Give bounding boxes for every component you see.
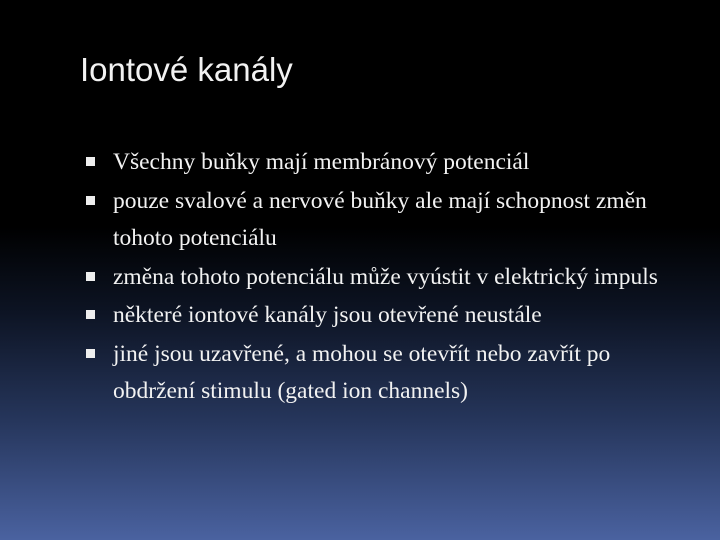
slide-title: Iontové kanály	[80, 51, 293, 88]
bullet-item	[86, 144, 696, 182]
bullet-text: pouze svalové a nervové buňky ale mají schopnost změn tohoto potenciálu	[113, 187, 647, 251]
bullet-item	[86, 183, 696, 258]
bullet-list	[86, 144, 696, 412]
bullet-item	[86, 336, 696, 411]
bullet-text: Všechny buňky mají membránový potenciál	[113, 149, 530, 175]
square-bullet-icon	[86, 310, 95, 319]
square-bullet-icon	[86, 157, 95, 166]
square-bullet-icon	[86, 196, 95, 205]
square-bullet-icon	[86, 349, 95, 358]
bullet-text: některé iontové kanály jsou otevřené neustále	[113, 302, 542, 328]
bullet-text: jiné jsou uzavřené, a mohou se otevřít nebo zavřít po obdržení stimulu (gated ion channels)	[113, 340, 611, 404]
bullet-item	[86, 297, 696, 335]
square-bullet-icon	[86, 272, 95, 281]
bullet-text: změna tohoto potenciálu může vyústit v elektrický impuls	[113, 263, 658, 290]
bullet-item	[86, 259, 696, 297]
